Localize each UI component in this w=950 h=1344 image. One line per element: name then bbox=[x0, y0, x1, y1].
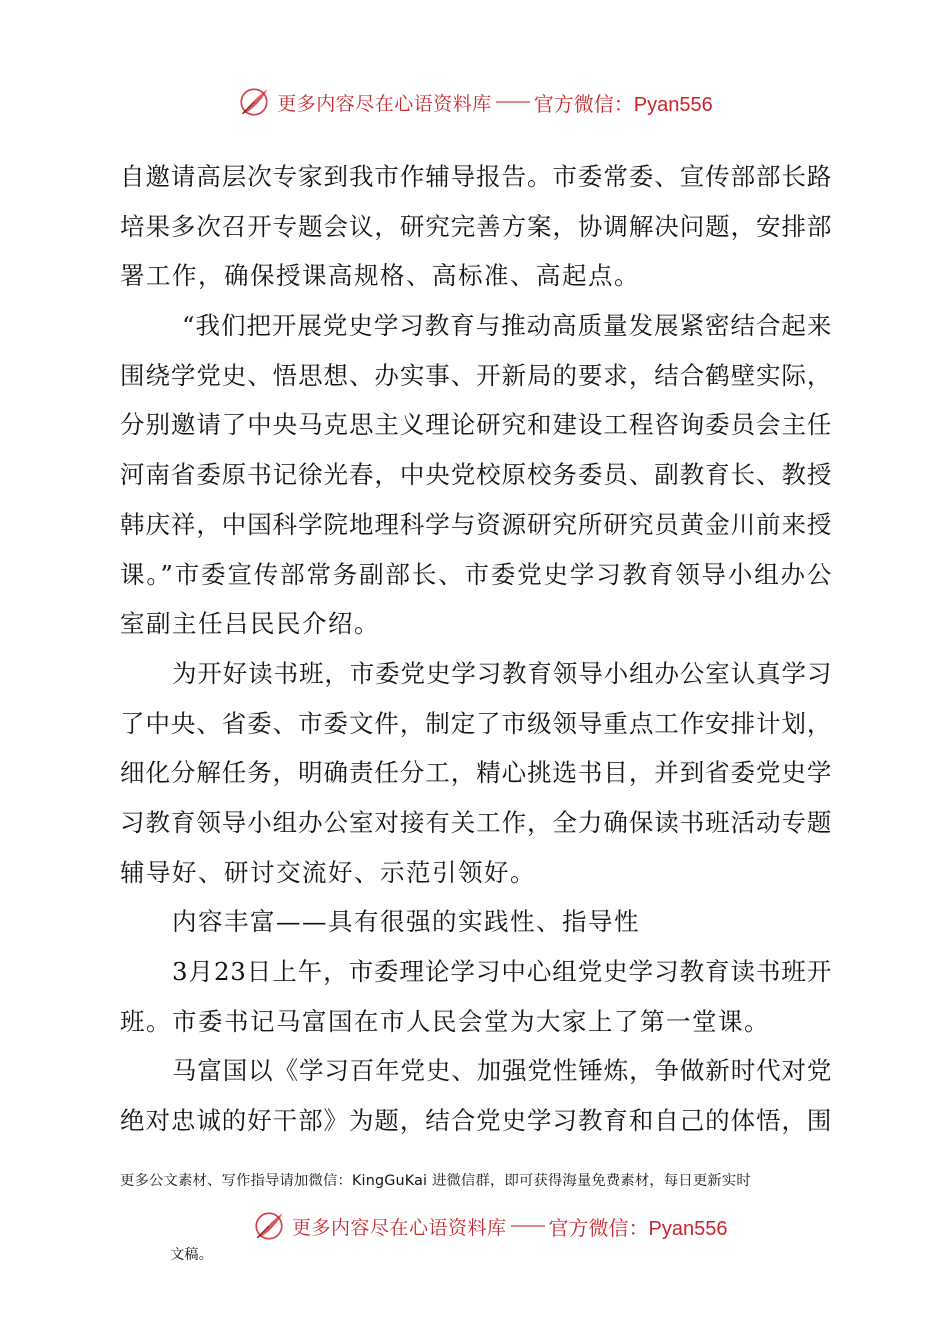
watermark-account: 官方微信：Pyan556 bbox=[548, 1217, 728, 1240]
footer-note-tail: 文稿。 bbox=[170, 1247, 213, 1263]
text-line: 署工作，确保授课高规格、高标准、高起点。 bbox=[120, 261, 640, 291]
text-line: 自邀请高层次专家到我市作辅导报告。市委常委、宣传部部长路 bbox=[120, 162, 832, 191]
section-heading: 内容丰富——具有很强的实践性、指导性 bbox=[172, 907, 640, 937]
watermark-account: 官方微信：Pyan556 bbox=[533, 93, 713, 116]
watermark-text: 更多内容尽在心语资料库 bbox=[277, 92, 492, 115]
text-line: 河南省委原书记徐光春，中央党校原校务委员、副教育长、教授 bbox=[120, 460, 832, 490]
text-line: 了中央、省委、市委文件，制定了市级领导重点工作安排计划， bbox=[120, 708, 832, 738]
text-line: 马富国以《学习百年党史、加强党性锤炼，争做新时代对党 bbox=[172, 1056, 832, 1086]
footer-note: 更多公文素材、写作指导请加微信：KingGuKai 进微信群，即可获得海量免费素材，每日更新实时 bbox=[120, 1173, 751, 1189]
watermark-text: 更多内容尽在心语资料库 bbox=[292, 1216, 507, 1239]
text-line: 围绕学党史、悟思想、办实事、开新局的要求，结合鹤壁实际， bbox=[120, 360, 832, 390]
text-line: 室副主任吕民民介绍。 bbox=[120, 609, 380, 639]
text-line: 分别邀请了中央马克思主义理论研究和建设工程咨询委员会主任 bbox=[120, 410, 832, 440]
text-line: 为开好读书班，市委党史学习教育领导小组办公室认真学习 bbox=[172, 658, 832, 688]
text-line: 习教育领导小组办公室对接有关工作，全力确保读书班活动专题 bbox=[120, 807, 832, 837]
watermark-dash bbox=[511, 1225, 545, 1227]
text-line: “我们把开展党史学习教育与推动高质量发展紧密结合起来 bbox=[182, 311, 832, 341]
text-line: 3月23日上午，市委理论学习中心组党史学习教育读书班开 bbox=[172, 957, 832, 986]
text-line: 细化分解任务，明确责任分工，精心挑选书目，并到省委党史学 bbox=[120, 758, 832, 788]
document-body bbox=[120, 152, 832, 1146]
text-line: 培果多次召开专题会议，研究完善方案，协调解决问题，安排部 bbox=[120, 211, 832, 241]
text-line: 课。”市委宣传部常务副部长、市委党史学习教育领导小组办公 bbox=[120, 559, 832, 589]
text-line: 辅导好、研讨交流好、示范引领好。 bbox=[120, 857, 536, 887]
text-line: 韩庆祥，中国科学院地理科学与资源研究所研究员黄金川前来授 bbox=[120, 509, 832, 539]
text-line: 绝对忠诚的好干部》为题，结合党史学习教育和自己的体悟，围 bbox=[120, 1106, 832, 1136]
text-line: 班。市委书记马富国在市人民会堂为大家上了第一堂课。 bbox=[120, 1006, 770, 1036]
watermark-dash bbox=[496, 101, 530, 103]
feather-pen-logo-icon bbox=[252, 1209, 286, 1243]
header-watermark bbox=[0, 82, 950, 122]
footer-watermark bbox=[0, 1206, 950, 1246]
feather-pen-logo-icon bbox=[237, 85, 271, 119]
